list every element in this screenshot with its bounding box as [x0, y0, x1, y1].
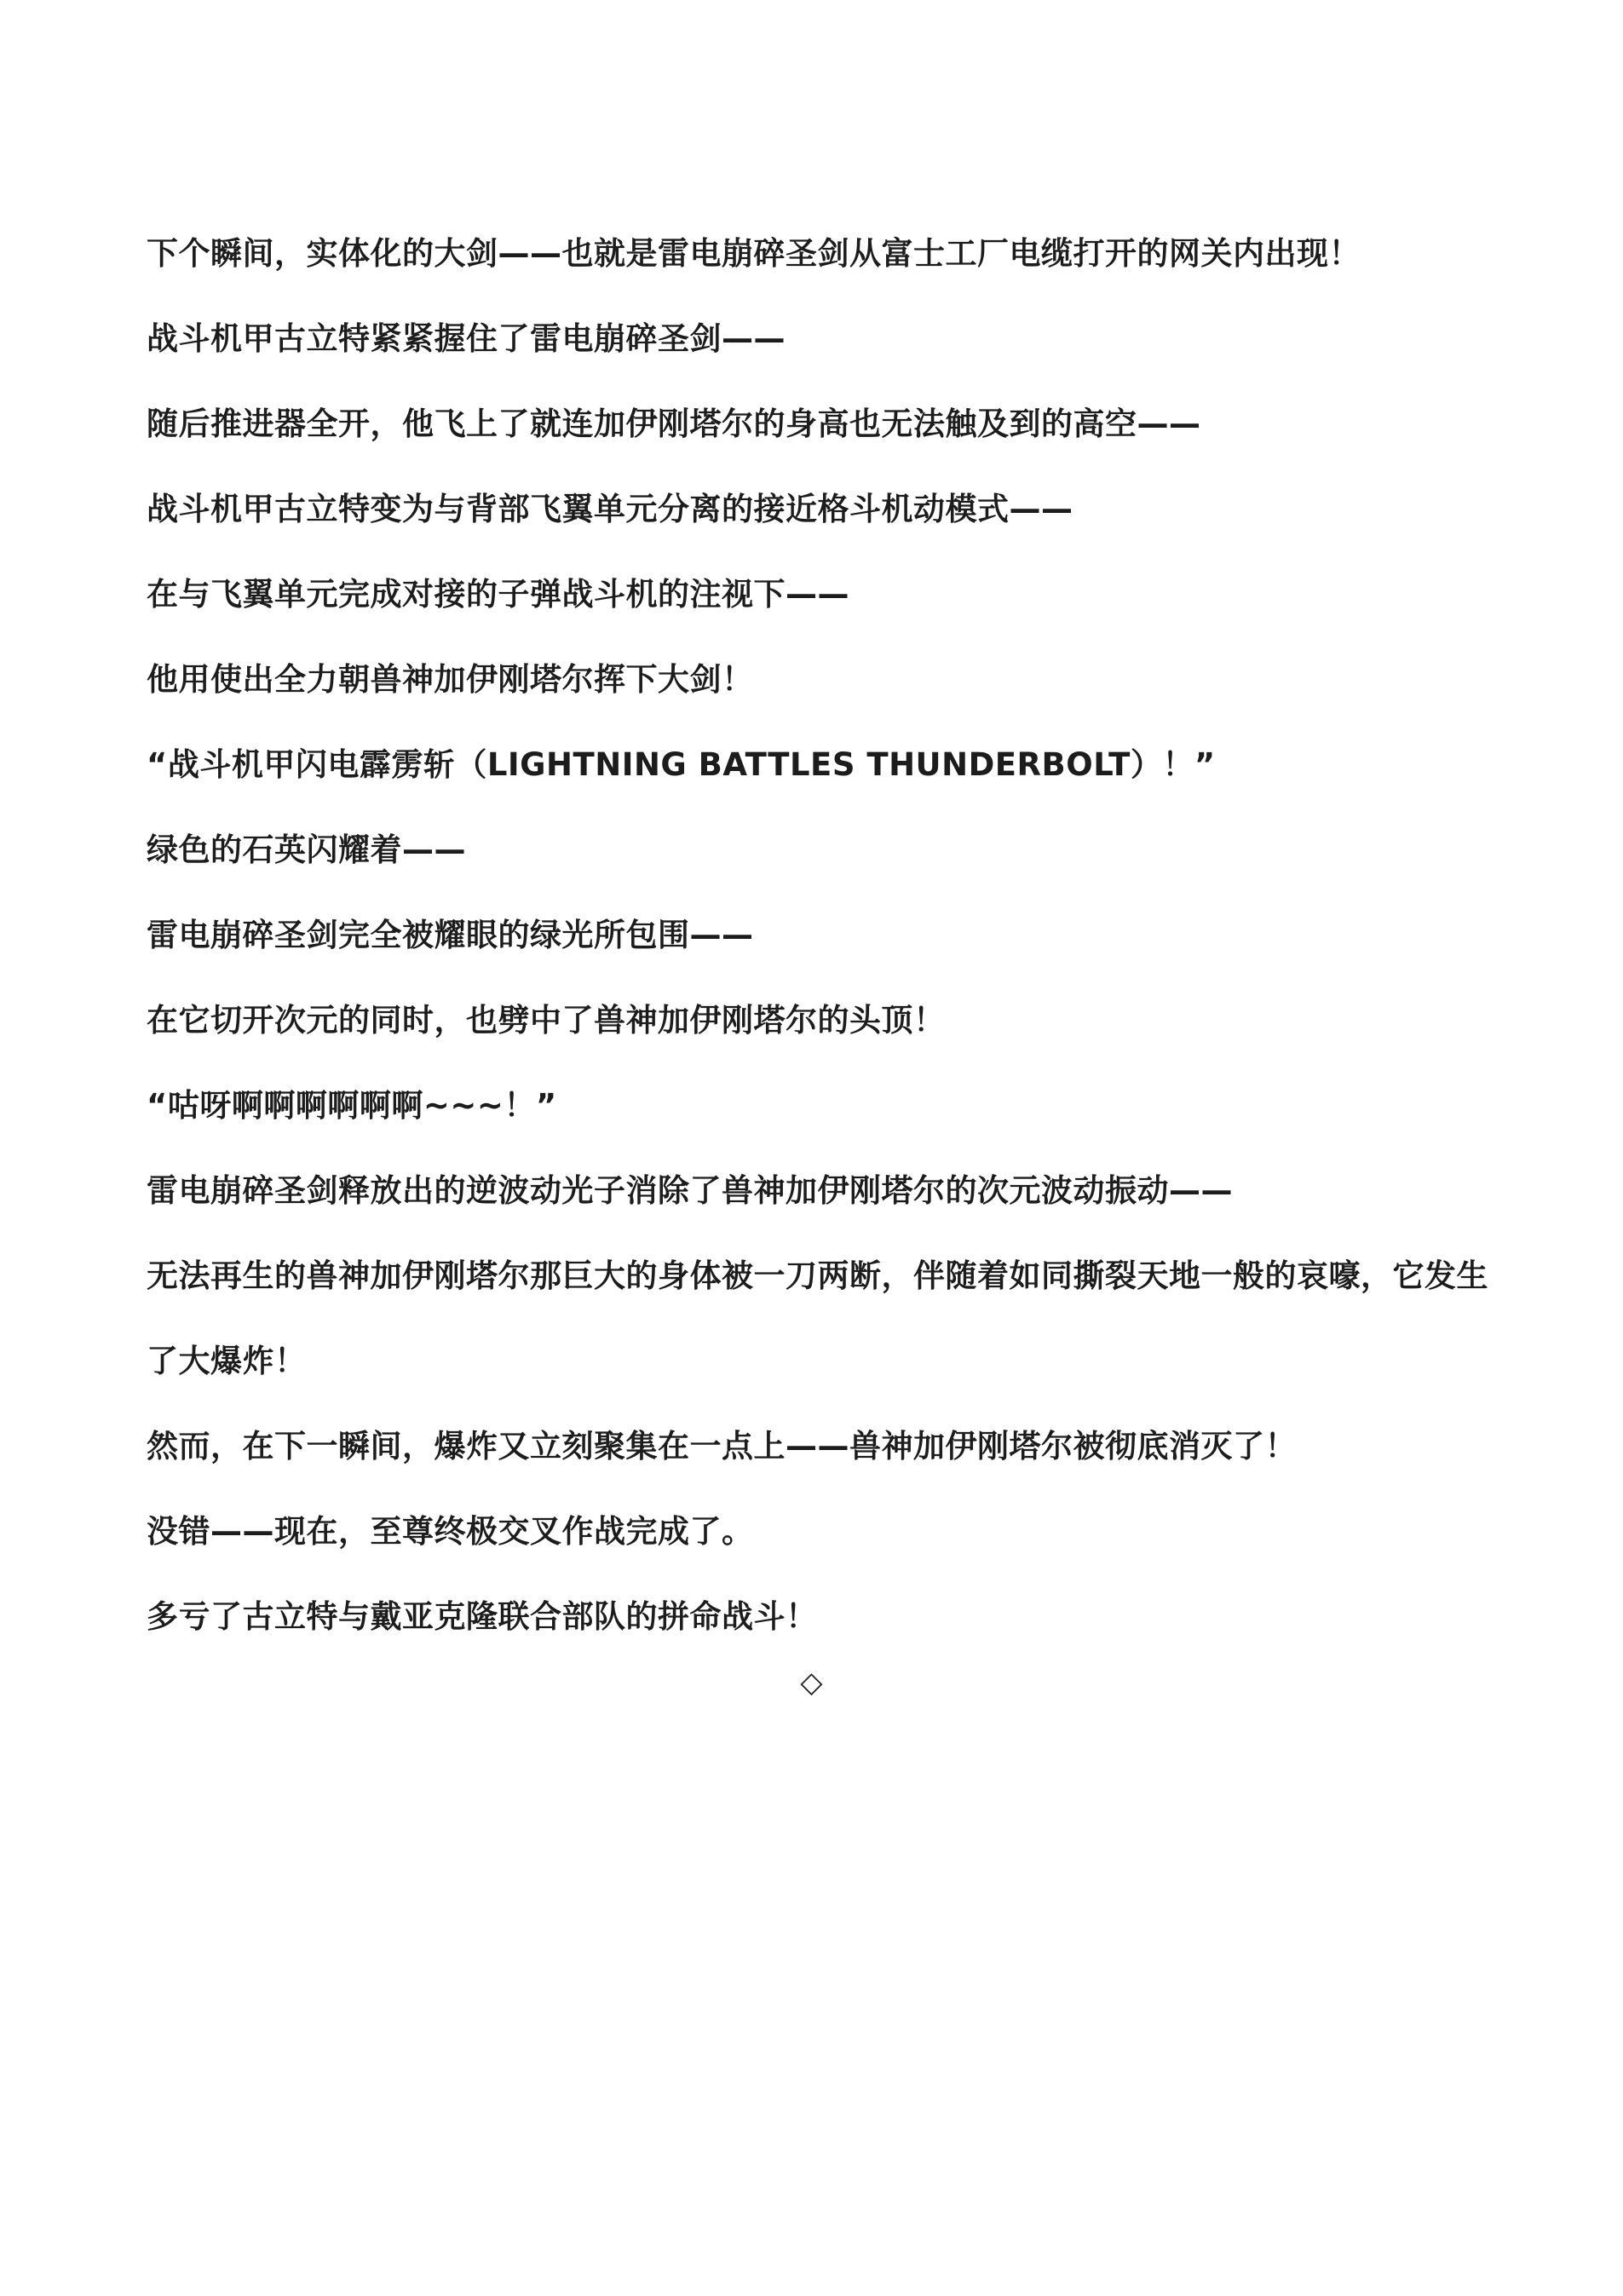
paragraph: 雷电崩碎圣剑释放出的逆波动光子消除了兽神加伊刚塔尔的次元波动振动——: [147, 1172, 1233, 1209]
paragraph: 在它切开次元的同时，也劈中了兽神加伊刚塔尔的头顶！: [147, 1002, 946, 1039]
paragraph: 雷电崩碎圣剑完全被耀眼的绿光所包围——: [147, 917, 754, 953]
paragraph: 然而，在下一瞬间，爆炸又立刻聚集在一点上——兽神加伊刚塔尔被彻底消灭了！: [147, 1428, 1297, 1464]
section-divider: ◇: [800, 1666, 823, 1700]
paragraph: “咕呀啊啊啊啊啊啊~~~！”: [147, 1087, 557, 1124]
text-body: [147, 211, 1493, 1660]
paragraph: 战斗机甲古立特紧紧握住了雷电崩碎圣剑——: [147, 320, 786, 357]
paragraph: 绿色的石英闪耀着——: [147, 832, 466, 868]
paragraph: 没错——现在，至尊终极交叉作战完成了。: [147, 1513, 754, 1550]
paragraph: 随后推进器全开，他飞上了就连加伊刚塔尔的身高也无法触及到的高空——: [147, 406, 1201, 442]
paragraph: 战斗机甲古立特变为与背部飞翼单元分离的接近格斗机动模式——: [147, 491, 1073, 527]
paragraph: “战斗机甲闪电霹雳斩（LIGHTNING BATTLES THUNDERBOLT）！”: [147, 746, 1216, 783]
paragraph: 在与飞翼单元完成对接的子弹战斗机的注视下——: [147, 576, 849, 613]
paragraph: 多亏了古立特与戴亚克隆联合部队的拼命战斗！: [147, 1598, 818, 1635]
paragraph: 下个瞬间，实体化的大剑——也就是雷电崩碎圣剑从富士工厂电缆打开的网关内出现！: [147, 235, 1361, 272]
paragraph: 无法再生的兽神加伊刚塔尔那巨大的身体被一刀两断，伴随着如同撕裂天地一般的哀嚎，它发生了大爆炸！: [147, 1257, 1488, 1379]
paragraph: 他用使出全力朝兽神加伊刚塔尔挥下大剑！: [147, 661, 754, 698]
